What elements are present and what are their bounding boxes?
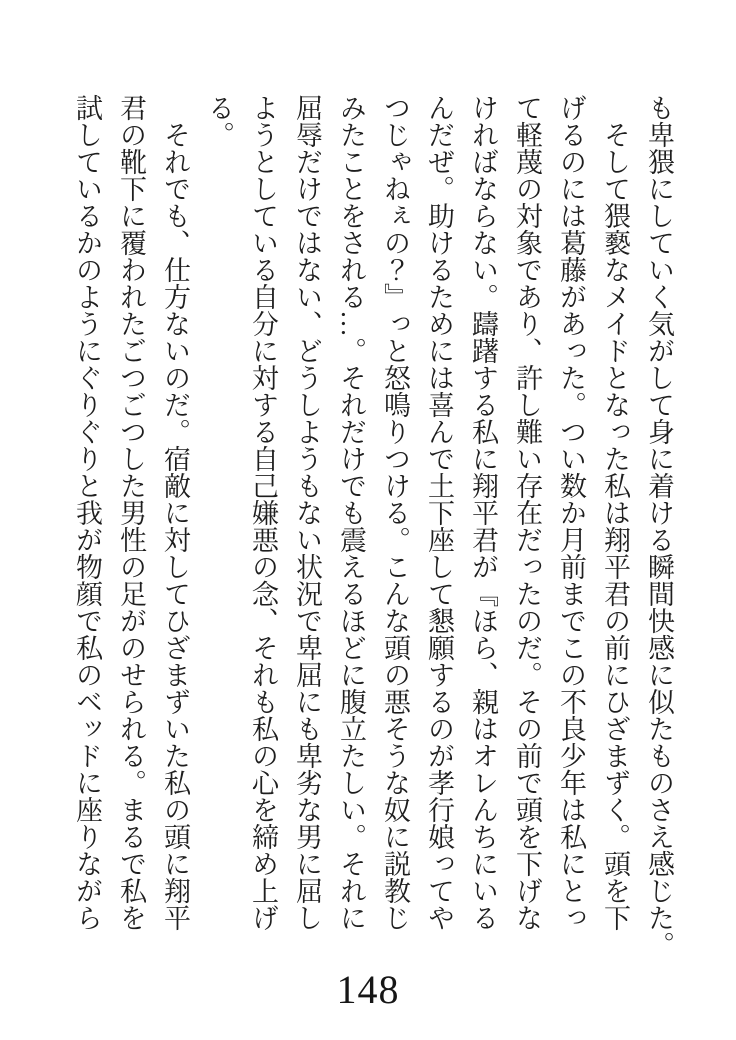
text-column-9: 屈辱だけではない、どうしようもない状況で卑屈にも卑劣な男に屈し [292, 94, 322, 931]
text-column-4: て軽蔑の対象であり、許し難い存在だったのだ。その前で頭を下げな [512, 94, 542, 931]
text-column-11: る。 [204, 94, 234, 148]
text-column-3: げるのには葛藤があった。つい数か月前までこの不良少年は私にとっ [556, 94, 586, 931]
text-column-2: そして猥褻なメイドとなった私は翔平君の前にひざまずく。頭を下 [600, 121, 630, 931]
text-column-10: ようとしている自分に対する自己嫌悪の念、それも私の心を締め上げ [248, 94, 278, 931]
text-column-6: んだぜ。助けるためには喜んで土下座して懇願するのが孝行娘ってや [424, 94, 454, 931]
vertical-text-block [65, 94, 681, 960]
text-column-5: ければならない。躊躇する私に翔平君が『ほら、親はオレんちにいる [468, 94, 498, 931]
text-column-14: 試しているかのようにぐりぐりと我が物顔で私のベッドに座りながら [72, 94, 102, 931]
text-column-12: それでも、仕方ないのだ。宿敵に対してひざまずいた私の頭に翔平 [160, 121, 190, 931]
text-column-13: 君の靴下に覆われたごつごつした男性の足がのせられる。まるで私を [116, 94, 146, 931]
page-number: 148 [336, 967, 400, 1012]
text-column-1: も卑猥にしていく気がして身に着ける瞬間快感に似たものさえ感じた。 [644, 94, 674, 958]
text-column-7: つじゃねぇの？』っと怒鳴りつける。こんな頭の悪そうな奴に説教じ [380, 94, 410, 931]
text-column-8: みたことをされる…。それだけでも震えるほどに腹立たしい。それに [336, 94, 366, 931]
